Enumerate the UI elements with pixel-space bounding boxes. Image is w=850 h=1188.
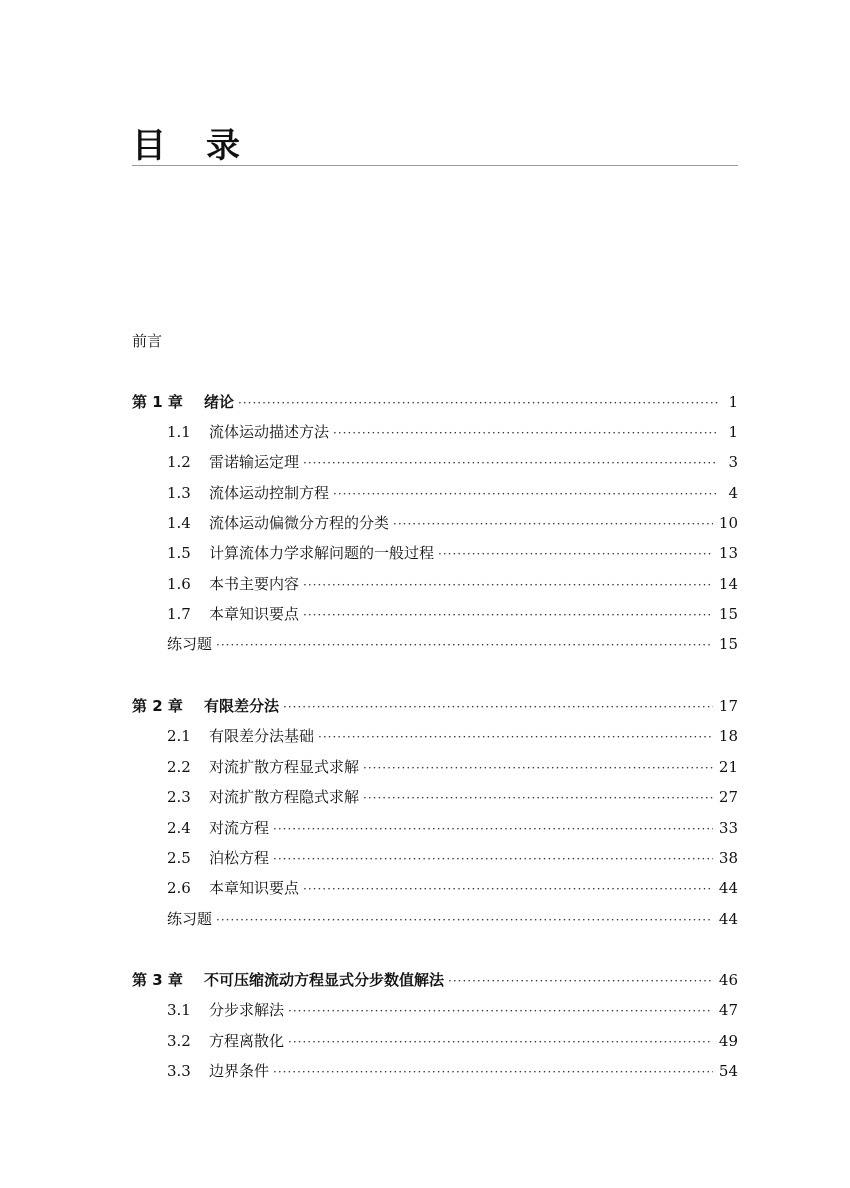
section-number: 3.2 — [167, 1032, 191, 1050]
title-char-2: 录 — [206, 126, 242, 166]
page-number: 18 — [718, 727, 738, 745]
section-number: 1.3 — [167, 484, 191, 502]
section-title: 雷诺输运定理 — [209, 453, 300, 471]
section-number: 2.2 — [167, 758, 191, 776]
toc-section-3-3[interactable] — [167, 1060, 738, 1082]
section-number: 2.6 — [167, 879, 191, 897]
page-number: 38 — [718, 849, 738, 867]
toc-section-2-5[interactable] — [167, 847, 738, 869]
leader-dots — [363, 787, 713, 809]
leader-dots — [216, 634, 713, 656]
leader-dots — [238, 392, 718, 414]
toc-chapter-3[interactable] — [132, 969, 738, 991]
toc-section-1-3[interactable] — [167, 482, 738, 504]
toc-section-2-2[interactable] — [167, 756, 738, 778]
leader-dots — [216, 909, 713, 931]
leader-dots — [273, 848, 713, 870]
toc-section-2-1[interactable] — [167, 725, 738, 747]
toc-section-1-4[interactable] — [167, 512, 738, 534]
section-number: 2.5 — [167, 849, 191, 867]
page-number: 47 — [718, 1001, 738, 1019]
page-number: 54 — [718, 1062, 738, 1080]
leader-dots — [363, 757, 713, 779]
page-number: 13 — [718, 544, 738, 562]
page-title — [132, 118, 242, 167]
page-number: 3 — [728, 453, 738, 471]
section-title: 分步求解法 — [209, 1001, 285, 1019]
page-number: 1 — [728, 423, 738, 441]
toc-chapter-1[interactable] — [132, 391, 738, 413]
page-number: 44 — [718, 879, 738, 897]
chapter-label: 第 2 章 — [132, 697, 183, 715]
section-title: 流体运动控制方程 — [209, 484, 330, 502]
toc-section-1-2[interactable] — [167, 451, 738, 473]
leader-dots — [288, 1000, 713, 1022]
toc-section-3-1[interactable] — [167, 999, 738, 1021]
leader-dots — [333, 483, 718, 505]
section-title: 对流方程 — [209, 819, 270, 837]
page-number: 44 — [718, 910, 738, 928]
section-title: 边界条件 — [209, 1062, 270, 1080]
section-number: 2.3 — [167, 788, 191, 806]
section-number: 1.1 — [167, 423, 191, 441]
title-char-1: 目 — [132, 126, 168, 166]
section-title: 练习题 — [167, 635, 213, 653]
leader-dots — [303, 604, 713, 626]
section-number: 1.6 — [167, 575, 191, 593]
chapter-label: 第 1 章 — [132, 393, 183, 411]
page-number: 21 — [718, 758, 738, 776]
page-number: 46 — [718, 971, 738, 989]
page-number: 10 — [718, 514, 738, 532]
toc-section-1-5[interactable] — [167, 542, 738, 564]
toc-preface[interactable]: 前言 — [132, 332, 163, 350]
section-number: 1.5 — [167, 544, 191, 562]
chapter-title: 有限差分法 — [204, 697, 280, 715]
page-number: 33 — [718, 819, 738, 837]
toc-section-1-7[interactable] — [167, 603, 738, 625]
leader-dots — [273, 1061, 713, 1083]
toc-chapter-2[interactable] — [132, 695, 738, 717]
title-rule — [132, 165, 738, 166]
section-title: 流体运动偏微分方程的分类 — [209, 514, 390, 532]
leader-dots — [303, 574, 713, 596]
section-number: 1.2 — [167, 453, 191, 471]
section-number: 1.4 — [167, 514, 191, 532]
chapter-label: 第 3 章 — [132, 971, 183, 989]
page-number: 4 — [728, 484, 738, 502]
toc-section-2-4[interactable] — [167, 817, 738, 839]
leader-dots — [283, 696, 713, 718]
page-number: 17 — [718, 697, 738, 715]
section-title: 练习题 — [167, 910, 213, 928]
section-number: 3.3 — [167, 1062, 191, 1080]
toc-section-3-2[interactable] — [167, 1030, 738, 1052]
page-number: 15 — [718, 635, 738, 653]
leader-dots — [438, 543, 713, 565]
section-title: 本章知识要点 — [209, 605, 300, 623]
chapter-title: 不可压缩流动方程显式分步数值解法 — [204, 971, 445, 989]
leader-dots — [318, 726, 713, 748]
toc-exercises-2[interactable] — [167, 908, 738, 930]
section-title: 计算流体力学求解问题的一般过程 — [209, 544, 435, 562]
page-number: 1 — [728, 393, 738, 411]
section-title: 对流扩散方程隐式求解 — [209, 788, 360, 806]
section-number: 1.7 — [167, 605, 191, 623]
page-number: 27 — [718, 788, 738, 806]
section-title: 方程离散化 — [209, 1032, 285, 1050]
leader-dots — [273, 818, 713, 840]
toc-section-1-6[interactable] — [167, 573, 738, 595]
section-number: 3.1 — [167, 1001, 191, 1019]
page-number: 49 — [718, 1032, 738, 1050]
page-number: 15 — [718, 605, 738, 623]
section-number: 2.1 — [167, 727, 191, 745]
section-title: 有限差分法基础 — [209, 727, 315, 745]
leader-dots — [303, 452, 718, 474]
toc-section-2-6[interactable] — [167, 877, 738, 899]
section-title: 对流扩散方程显式求解 — [209, 758, 360, 776]
chapter-title: 绪论 — [204, 393, 235, 411]
section-title: 本书主要内容 — [209, 575, 300, 593]
leader-dots — [288, 1031, 713, 1053]
section-title: 流体运动描述方法 — [209, 423, 330, 441]
toc-section-2-3[interactable] — [167, 786, 738, 808]
section-title: 泊松方程 — [209, 849, 270, 867]
page-number: 14 — [718, 575, 738, 593]
leader-dots — [448, 970, 713, 992]
section-number: 2.4 — [167, 819, 191, 837]
leader-dots — [333, 422, 718, 444]
leader-dots — [303, 878, 713, 900]
section-title: 本章知识要点 — [209, 879, 300, 897]
leader-dots — [393, 513, 713, 535]
toc-exercises-1[interactable] — [167, 633, 738, 655]
toc-section-1-1[interactable] — [167, 421, 738, 443]
